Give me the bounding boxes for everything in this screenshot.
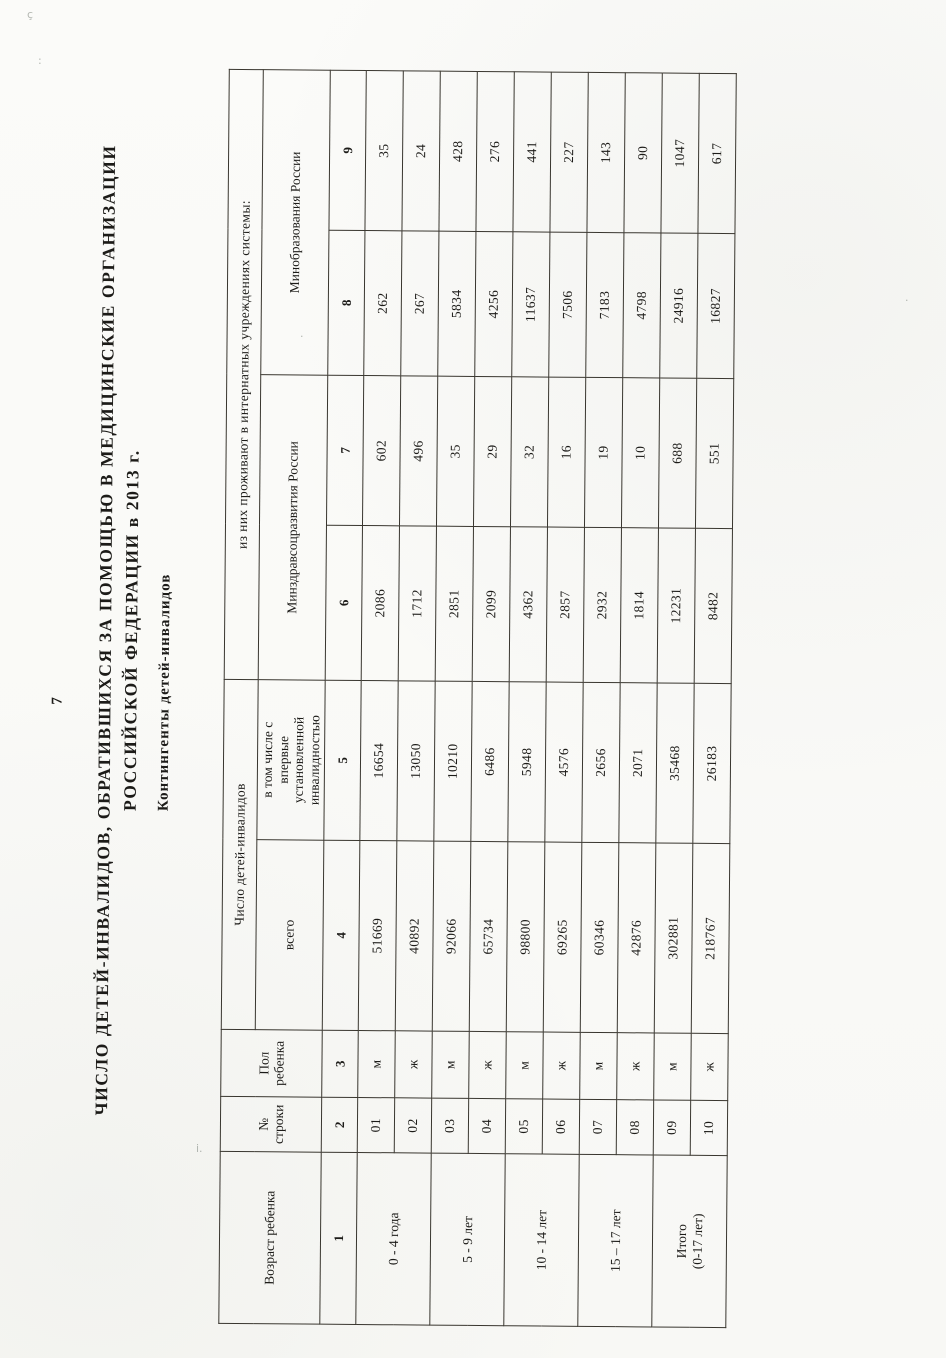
scan-speck: : xyxy=(38,54,42,67)
statistics-table xyxy=(218,69,736,1328)
column-number-cell: 3 xyxy=(322,1030,359,1097)
sex-cell: м xyxy=(654,1033,692,1100)
value-cell: 4256 xyxy=(475,231,513,376)
value-cell: 12231 xyxy=(657,528,695,683)
scan-speck: · xyxy=(905,294,909,307)
value-cell: 32 xyxy=(510,377,548,527)
value-cell: 496 xyxy=(399,376,437,526)
scan-speck: i. xyxy=(196,1142,203,1155)
value-cell: 26183 xyxy=(693,683,731,843)
line-number-cell: 05 xyxy=(505,1099,542,1154)
value-cell: 688 xyxy=(658,378,696,528)
value-cell: 5834 xyxy=(438,231,476,376)
value-cell: 1712 xyxy=(398,526,436,681)
value-cell: 428 xyxy=(439,71,477,231)
value-cell: 11637 xyxy=(512,232,550,377)
age-group-cell: 0 - 4 года xyxy=(356,1152,431,1325)
document-title-line2: РОССИЙСКОЙ ФЕДЕРАЦИИ в 2013 г. xyxy=(119,449,143,811)
header-boarding-group: из них проживают в интернатных учреждениях системы: xyxy=(224,69,263,679)
header-sex: Пол ребенка xyxy=(221,1029,323,1097)
value-cell: 2857 xyxy=(546,527,584,682)
header-total: всего xyxy=(255,840,324,1031)
line-number-cell: 09 xyxy=(653,1100,690,1155)
value-cell: 40892 xyxy=(395,841,434,1031)
value-cell: 35 xyxy=(365,70,403,230)
column-number-cell: 7 xyxy=(326,375,363,525)
value-cell: 6486 xyxy=(471,681,509,841)
value-cell: 29 xyxy=(473,376,511,526)
value-cell: 1047 xyxy=(661,73,699,233)
value-cell: 98800 xyxy=(506,842,545,1032)
header-minzdrav: Минздравсоцразвития России xyxy=(258,375,328,681)
value-cell: 2086 xyxy=(361,526,399,681)
value-cell: 4362 xyxy=(509,527,547,682)
value-cell: 602 xyxy=(362,376,400,526)
line-number-cell: 07 xyxy=(579,1099,616,1154)
column-number-cell: 8 xyxy=(328,230,365,375)
age-group-cell: 10 - 14 лет xyxy=(504,1154,579,1327)
line-number-cell: 04 xyxy=(468,1098,505,1153)
header-first-time: в том числе с впервые установленной инвалидностью xyxy=(257,680,325,841)
value-cell: 13050 xyxy=(397,681,435,841)
value-cell: 262 xyxy=(364,231,402,376)
value-cell: 218767 xyxy=(691,843,730,1033)
value-cell: 5948 xyxy=(508,682,546,842)
document-subtitle: Контингенты детей-инвалидов xyxy=(155,573,174,812)
value-cell: 60346 xyxy=(580,842,619,1032)
value-cell: 16827 xyxy=(697,233,735,378)
value-cell: 276 xyxy=(476,71,514,231)
value-cell: 267 xyxy=(401,231,439,376)
value-cell: 7183 xyxy=(586,232,624,377)
sex-cell: ж xyxy=(543,1032,581,1099)
value-cell: 2851 xyxy=(435,526,473,681)
sex-cell: ж xyxy=(691,1033,729,1100)
document-title xyxy=(86,1,149,1358)
value-cell: 42876 xyxy=(617,843,656,1033)
value-cell: 10 xyxy=(621,378,659,528)
value-cell: 2656 xyxy=(582,682,620,842)
value-cell: 1814 xyxy=(620,528,658,683)
age-group-cell: 15 – 17 лет xyxy=(578,1154,653,1327)
value-cell: 2071 xyxy=(619,683,657,843)
column-number-cell: 1 xyxy=(320,1152,357,1324)
value-cell: 65734 xyxy=(469,841,508,1031)
value-cell: 441 xyxy=(513,72,551,232)
header-line-no: № строки xyxy=(220,1096,321,1152)
column-number-cell: 2 xyxy=(321,1097,357,1152)
value-cell: 227 xyxy=(550,72,588,232)
line-number-cell: 02 xyxy=(394,1098,431,1153)
column-number-cell: 6 xyxy=(325,525,362,680)
value-cell: 16654 xyxy=(360,681,398,841)
value-cell: 24 xyxy=(402,71,440,231)
column-number-cell: 4 xyxy=(322,840,360,1030)
table-body xyxy=(356,70,736,1327)
line-number-cell: 01 xyxy=(357,1097,394,1152)
value-cell: 35 xyxy=(436,376,474,526)
line-number-cell: 10 xyxy=(690,1100,727,1155)
line-number-cell: 06 xyxy=(542,1099,579,1154)
value-cell: 16 xyxy=(547,377,585,527)
document-title-line1: ЧИСЛО ДЕТЕЙ-ИНВАЛИДОВ, ОБРАТИВШИХСЯ ЗА ПОМОЩЬЮ В МЕДИЦИНСКИЕ ОРГАНИЗАЦИИ xyxy=(91,144,120,1116)
sex-cell: м xyxy=(358,1030,396,1097)
sex-cell: ж xyxy=(469,1031,507,1098)
header-children-count-group: Число детей-инвалидов xyxy=(221,679,258,1029)
value-cell: 4576 xyxy=(545,682,583,842)
header-age: Возраст ребенка xyxy=(219,1151,321,1324)
header-minobr: Минобразования России xyxy=(261,70,331,376)
page-number: 7 xyxy=(49,696,66,705)
sex-cell: м xyxy=(506,1032,544,1099)
age-group-cell: Итого (0-17 лет) xyxy=(652,1155,727,1328)
value-cell: 617 xyxy=(698,73,736,233)
value-cell: 143 xyxy=(587,72,625,232)
value-cell: 7506 xyxy=(549,232,587,377)
sex-cell: ж xyxy=(617,1033,655,1100)
sex-cell: м xyxy=(580,1032,618,1099)
header-row-groups xyxy=(219,69,264,1323)
sex-cell: ж xyxy=(395,1031,433,1098)
value-cell: 19 xyxy=(584,377,622,527)
scan-speck: ç xyxy=(27,8,34,21)
value-cell: 302881 xyxy=(654,843,693,1033)
line-number-cell: 03 xyxy=(431,1098,468,1153)
scan-speck: · xyxy=(300,330,304,343)
value-cell: 24916 xyxy=(660,233,698,378)
column-number-cell: 9 xyxy=(329,70,366,230)
age-group-cell: 5 - 9 лет xyxy=(430,1153,505,1326)
value-cell: 2932 xyxy=(583,527,621,682)
value-cell: 551 xyxy=(695,378,733,528)
line-number-cell: 08 xyxy=(616,1100,653,1155)
value-cell: 92066 xyxy=(432,841,471,1031)
sex-cell: м xyxy=(432,1031,470,1098)
table-header xyxy=(219,69,367,1324)
value-cell: 4798 xyxy=(623,233,661,378)
value-cell: 8482 xyxy=(694,528,732,683)
value-cell: 35468 xyxy=(656,683,694,843)
value-cell: 51669 xyxy=(358,840,397,1030)
value-cell: 2099 xyxy=(472,526,510,681)
value-cell: 69265 xyxy=(543,842,582,1032)
column-number-cell: 5 xyxy=(324,680,361,840)
value-cell: 10210 xyxy=(434,681,472,841)
value-cell: 90 xyxy=(624,73,662,233)
